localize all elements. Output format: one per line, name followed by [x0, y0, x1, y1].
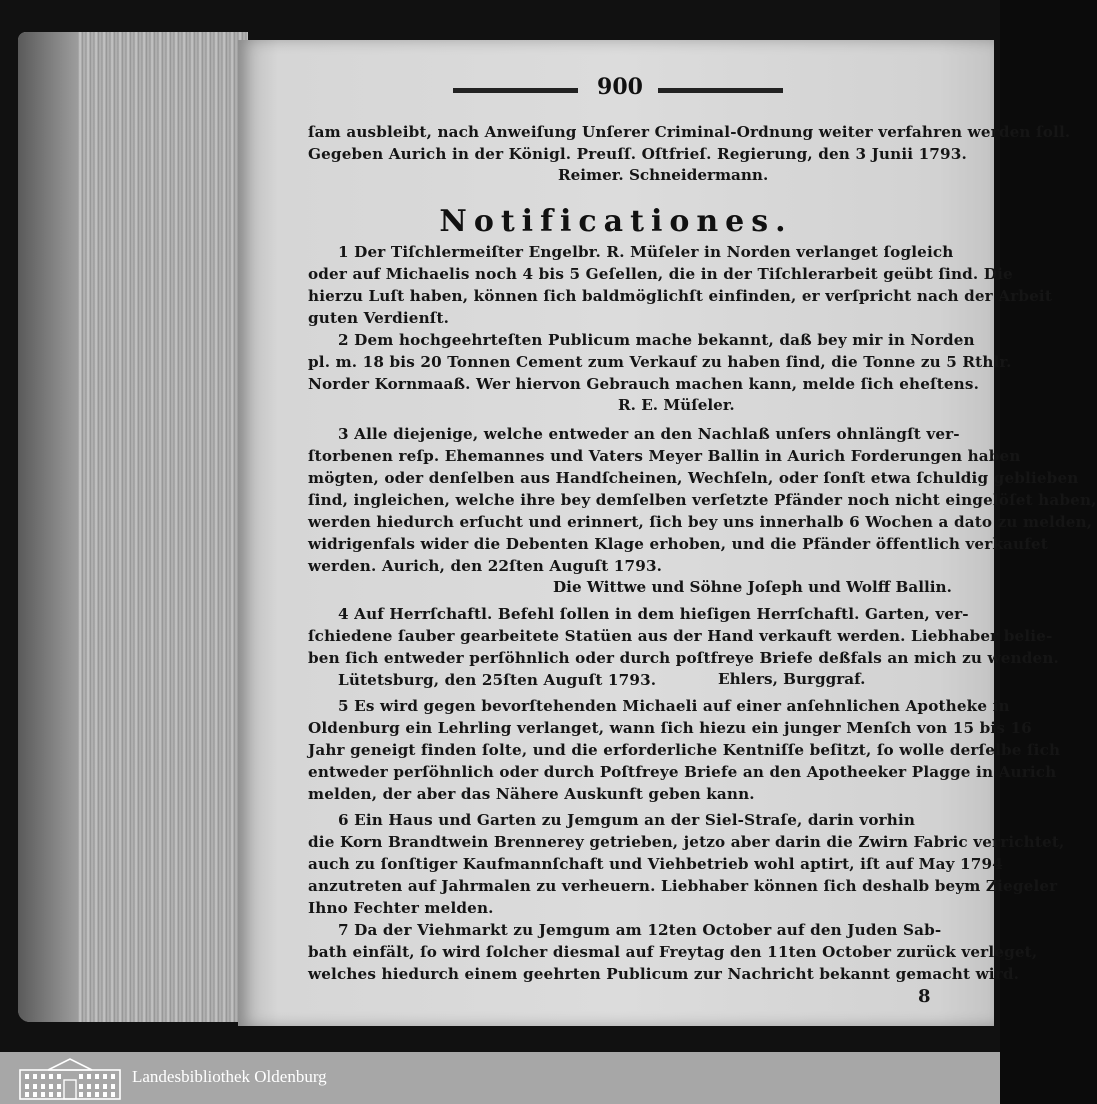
text-line: mögten, oder denſelben aus Handſcheinen, Wechſeln, oder ſonſt etwa ſchuldig geblieben: [308, 469, 1079, 487]
text-line: ſchiedene ſauber gearbeitete Statüen aus der Hand verkauft werden. Liebhaber belie-: [308, 627, 1053, 645]
text-line: Oldenburg ein Lehrling verlanget, wann ſich hiezu ein junger Menſch von 15 bis 16: [308, 719, 1032, 737]
text-line: 2 Dem hochgeehrteſten Publicum mache bekannt, daß bey mir in Norden: [338, 331, 975, 349]
text-line: Lütetsburg, den 25ſten Auguſt 1793.: [338, 671, 657, 689]
text-line: 5 Es wird gegen bevorſtehenden Michaeli auf einer anſehnlichen Apotheke in: [338, 697, 1010, 715]
footer-bar: [0, 1052, 1000, 1104]
text-line: 4 Auf Herrſchaftl. Befehl ſollen in dem hieſigen Herrſchaftl. Garten, ver-: [338, 605, 969, 623]
text-line: entweder perſöhnlich oder durch Poſtfreye Briefe an den Apotheeker Plagge in Aurich: [308, 763, 1057, 781]
signature: R. E. Müſeler.: [618, 396, 735, 414]
text-line: Jahr geneigt finden ſolte, und die erforderliche Kentniſſe beſitzt, ſo wolle derſelbe ſich: [308, 741, 1061, 759]
text-line: 3 Alle diejenige, welche entweder an den Nachlaß unſers ohnlängſt ver-: [338, 425, 960, 443]
signature: Ehlers, Burggraf.: [718, 670, 866, 688]
section-heading: Notificationes.: [439, 204, 793, 239]
text-line: welches hiedurch einem geehrten Publicum zur Nachricht bekannt gemacht wird.: [308, 965, 1020, 983]
text-line: Gegeben Aurich in der Königl. Preuſſ. Oſtfrieſ. Regierung, den 3 Junii 1793.: [308, 145, 967, 163]
text-line: bath einfält, ſo wird ſolcher diesmal auf Freytag den 11ten October zurück verleget,: [308, 943, 1038, 961]
text-line: ſam ausbleibt, nach Anweiſung Unſerer Criminal-Ordnung weiter verfahren werden ſoll.: [308, 123, 1071, 141]
header-rule-left: [453, 88, 578, 93]
text-line: 6 Ein Haus und Garten zu Jemgum an der Siel-Straſe, darin vorhin: [338, 811, 916, 829]
text-line: die Korn Brandtwein Brennerey getrieben, jetzo aber darin die Zwirn Fabric verrichtet,: [308, 833, 1065, 851]
text-line: auch zu ſonſtiger Kaufmannſchaft und Viehbetrieb wohl aptirt, iſt auf May 1794: [308, 855, 1003, 873]
text-line: ſind, ingleichen, welche ihre bey demſelben verſetzte Pfänder noch nicht eingelöſet haben,: [308, 491, 1097, 509]
library-building-icon: [18, 1056, 122, 1100]
signers: Reimer. Schneidermann.: [558, 166, 769, 184]
text-line: melden, der aber das Nähere Auskunft geben kann.: [308, 785, 755, 803]
text-line: hierzu Luſt haben, können ſich baldmöglichſt einfinden, er verſpricht nach der Arbeit: [308, 287, 1053, 305]
page-number: 900: [597, 74, 643, 100]
text-line: widrigenfals wider die Debenten Klage erhoben, und die Pfänder öffentlich verkaufet: [308, 535, 1048, 553]
text-line: pl. m. 18 bis 20 Tonnen Cement zum Verkauf zu haben ſind, die Tonne zu 5 Rthlr.: [308, 353, 1012, 371]
book-page: [238, 40, 1097, 1026]
book-cover-edge: [18, 32, 78, 1022]
text-line: ben ſich entweder perſöhnlich oder durch poſtfreye Briefe deßfals an mich zu wenden.: [308, 649, 1059, 667]
library-name[interactable]: Landesbibliothek Oldenburg: [132, 1067, 327, 1086]
text-line: 7 Da der Viehmarkt zu Jemgum am 12ten October auf den Juden Sab-: [338, 921, 942, 939]
page-header: [453, 74, 783, 100]
text-line: werden. Aurich, den 22ſten Auguſt 1793.: [308, 557, 663, 575]
text-line: Norder Kornmaaß. Wer hiervon Gebrauch machen kann, melde ſich eheſtens.: [308, 375, 980, 393]
text-line: anzutreten auf Jahrmalen zu verheuern. Liebhaber können ſich deshalb beym Ziegeler: [308, 877, 1058, 895]
signature: Die Wittwe und Söhne Joſeph und Wolff Ballin.: [553, 578, 952, 596]
text-line: Ihno Fechter melden.: [308, 899, 494, 917]
text-line: ſtorbenen reſp. Ehemannes und Vaters Meyer Ballin in Aurich Forderungen haben: [308, 447, 1021, 465]
text-line: oder auf Michaelis noch 4 bis 5 Geſellen, die in der Tiſchlerarbeit geübt ſind. Die: [308, 265, 1013, 283]
text-line: werden hiedurch erſucht und erinnert, ſich bey uns innerhalb 6 Wochen a dato zu melden,: [308, 513, 1093, 531]
text-line: guten Verdienſt.: [308, 309, 450, 327]
text-line: 1 Der Tiſchlermeiſter Engelbr. R. Müſeler in Norden verlanget ſogleich: [338, 243, 954, 261]
catchword: 8: [918, 986, 931, 1007]
header-rule-right: [658, 88, 783, 93]
